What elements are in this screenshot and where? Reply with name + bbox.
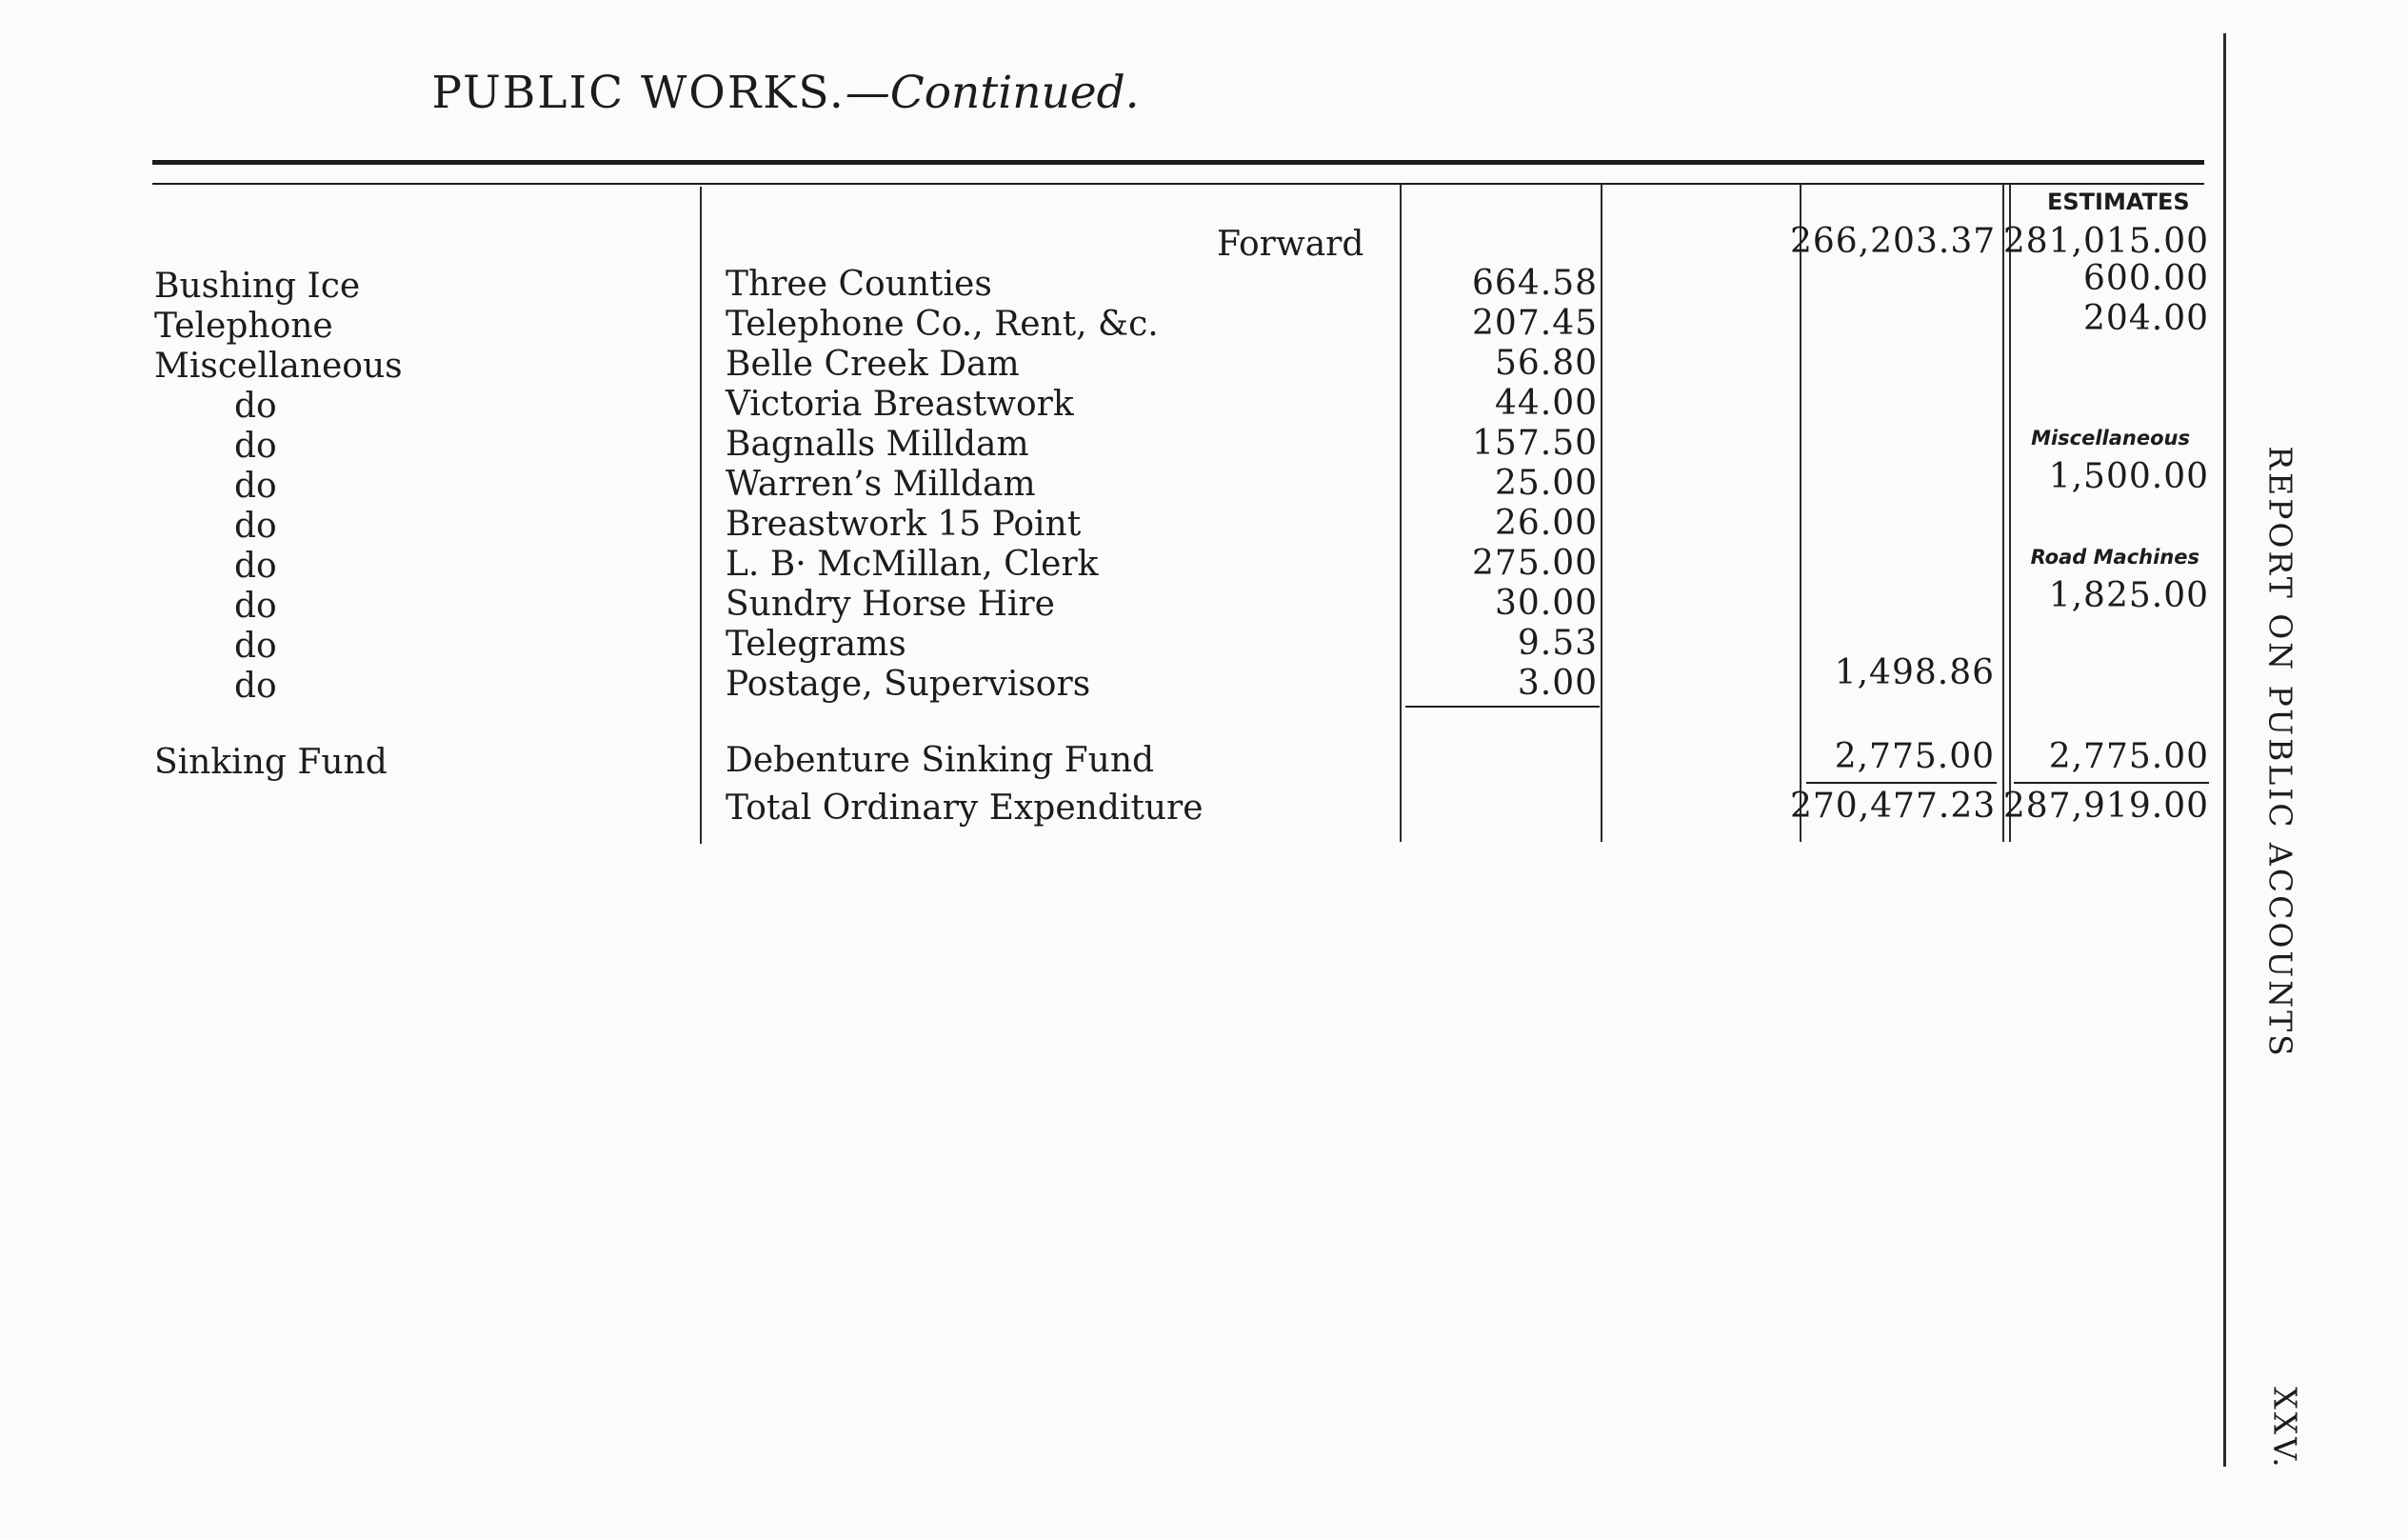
row-category: do [234,627,277,666]
estimate-misc-label: Miscellaneous [2031,427,2190,449]
row-amount: 25.00 [1494,464,1598,503]
row-estimate: 204.00 [2083,299,2209,338]
row-amount: 44.00 [1494,384,1598,423]
margin-rule [2223,33,2226,1467]
row-description: Breastwork 15 Point [726,505,1082,544]
grand-total: 270,477.23 [1790,787,1997,826]
misc-total: 1,498.86 [1834,653,1995,692]
estimate-road-value: 1,825.00 [2048,576,2209,615]
row-description: Victoria Breastwork [726,385,1074,424]
forward-total: 266,203.37 [1790,222,1997,261]
row-description: Bagnalls Milldam [726,425,1029,464]
row-category: Telephone [154,307,333,346]
title-continued: —Continued. [845,67,1140,119]
forward-label: Forward [1217,225,1364,264]
running-title [2247,448,2314,1057]
sinking-estimate: 2,775.00 [2048,737,2209,776]
row-amount: 664.58 [1472,264,1598,303]
row-category: Bushing Ice [154,267,361,306]
row-amount: 157.50 [1472,424,1598,463]
row-description: Warren’s Milldam [726,465,1036,504]
title-main: PUBLIC WORKS. [431,67,846,119]
sinking-total: 2,775.00 [1834,737,1995,776]
row-description: Telephone Co., Rent, &c. [726,305,1159,344]
row-description: Postage, Supervisors [726,665,1091,704]
row-amount: 9.53 [1517,624,1598,663]
row-amount: 207.45 [1472,304,1598,343]
row-category: do [234,667,277,706]
row-amount: 30.00 [1494,584,1598,623]
grand-description: Total Ordinary Expenditure [726,789,1204,828]
amounts-underline [1405,706,1600,708]
row-amount: 26.00 [1494,504,1598,543]
row-category: do [234,507,277,546]
row-description: L. B· McMillan, Clerk [726,545,1099,584]
sinking-underline [1806,782,1997,784]
row-category: do [234,547,277,586]
row-estimate: 600.00 [2083,259,2209,298]
row-description: Sundry Horse Hire [726,585,1055,624]
row-description: Belle Creek Dam [726,345,1020,384]
estimate-misc-value: 1,500.00 [2048,457,2209,496]
row-category: do [234,587,277,626]
row-category: Miscellaneous [154,347,403,386]
page-number [2266,1376,2304,1481]
estimates-heading: ESTIMATES [2047,189,2190,215]
grand-estimate: 287,919.00 [2002,787,2209,826]
page-number-text: XXV. [2266,1387,2304,1470]
row-amount: 275.00 [1472,544,1598,583]
top-rule-thin [152,183,2204,185]
row-description: Three Counties [726,265,992,304]
row-description: Telegrams [726,625,906,664]
top-rule-thick [152,160,2204,165]
forward-estimate: 281,015.00 [2002,222,2209,261]
sinking-est-underline [2014,782,2209,784]
sinking-category: Sinking Fund [154,743,388,782]
row-category: do [234,427,277,466]
col-line-1 [700,187,702,844]
estimate-road-label: Road Machines [2030,546,2199,569]
sinking-description: Debenture Sinking Fund [726,741,1155,780]
row-amount: 56.80 [1494,344,1598,383]
row-amount: 3.00 [1517,664,1598,703]
row-category: do [234,467,277,506]
row-category: do [234,387,277,426]
page-title [0,67,1571,119]
col-line-3 [1601,183,1602,842]
running-title-text: REPORT ON PUBLIC ACCOUNTS [2261,446,2299,1059]
